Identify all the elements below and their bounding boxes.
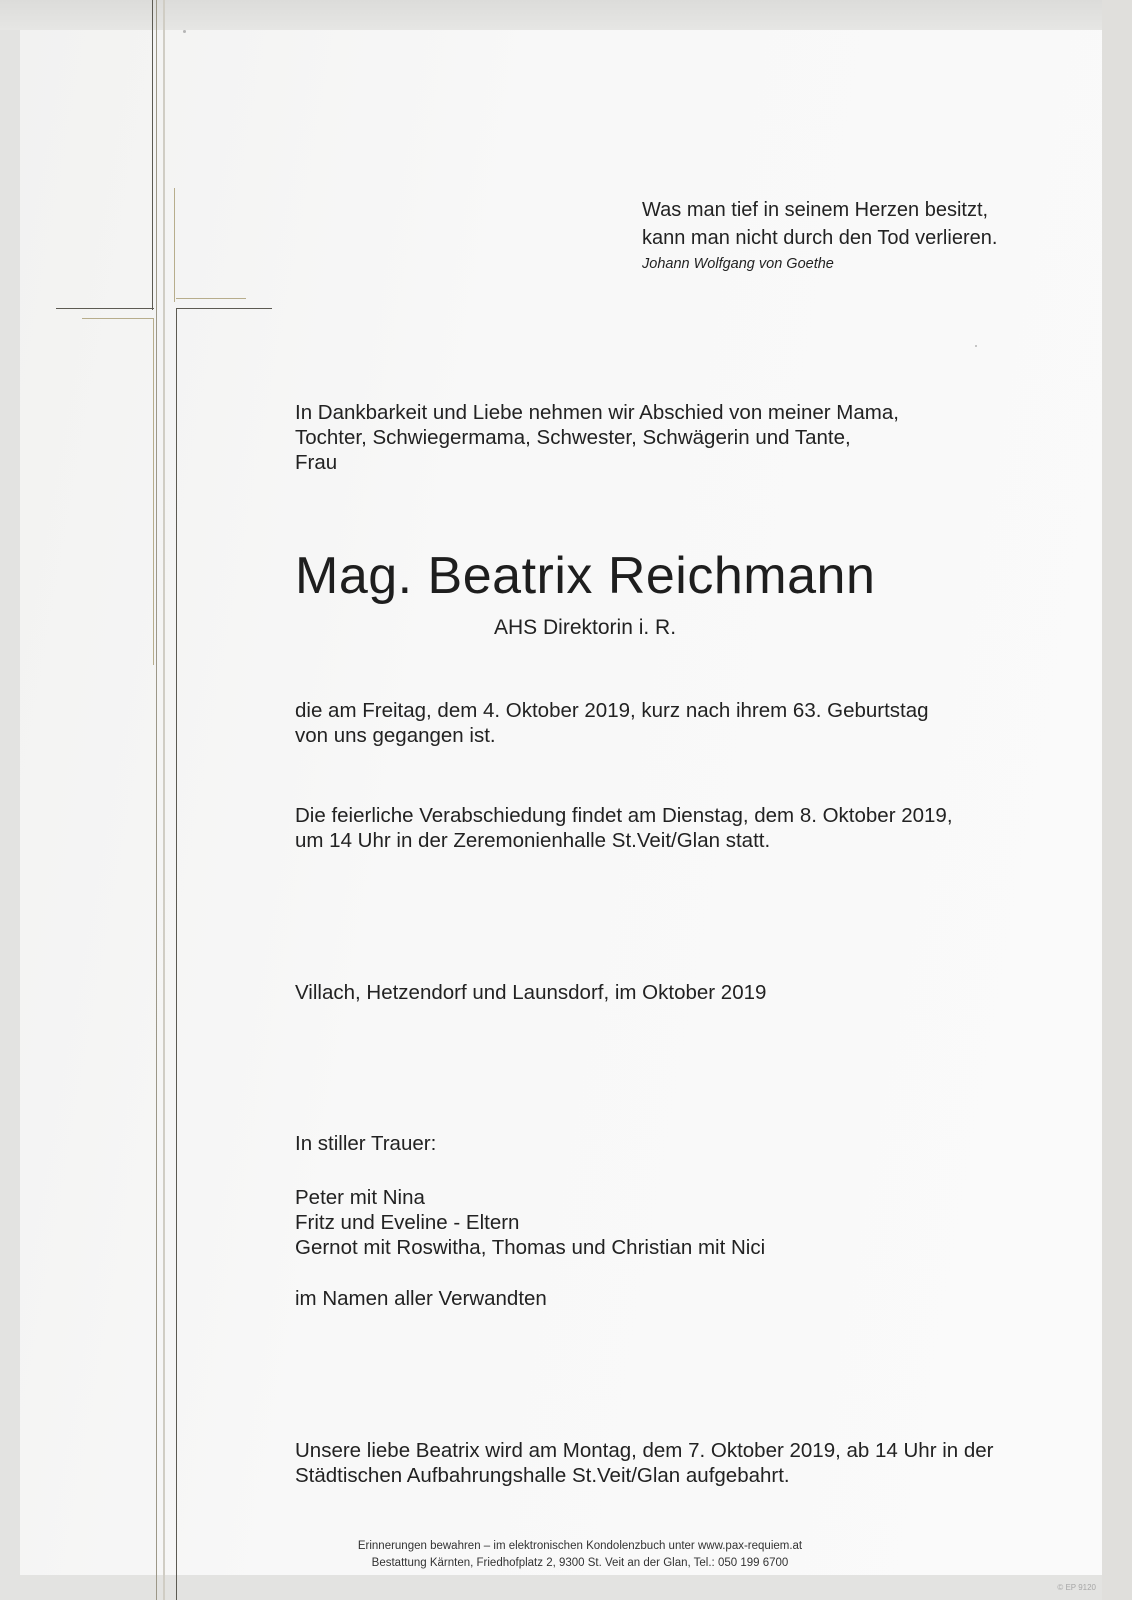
quote-line-2: kann man nicht durch den Tod verlieren.	[642, 227, 998, 249]
viewing-notice	[295, 1438, 994, 1488]
intro-line-1: In Dankbarkeit und Liebe nehmen wir Abschied von meiner Mama,	[295, 401, 899, 424]
ceremony-notice	[295, 803, 953, 853]
scan-speck	[183, 30, 186, 33]
footer-condolence-line: Erinnerungen bewahren – im elektronischen Kondolenzbuch unter www.pax-requiem.at	[357, 1540, 803, 1552]
viewing-line-1: Unsere liebe Beatrix wird am Montag, dem 7. Oktober 2019, ab 14 Uhr in der	[295, 1439, 994, 1462]
death-notice	[295, 698, 929, 748]
ceremony-line-1: Die feierliche Verabschiedung findet am Dienstag, dem 8. Oktober 2019,	[295, 804, 953, 827]
quote-line-1: Was man tief in seinem Herzen besitzt,	[642, 199, 989, 221]
mourner-1: Peter mit Nina	[295, 1186, 425, 1209]
mourning-heading: In stiller Trauer:	[295, 1132, 437, 1155]
relatives-line: im Namen aller Verwandten	[295, 1287, 547, 1310]
mourner-2: Fritz und Eveline - Eltern	[295, 1211, 520, 1234]
intro-line-3: Frau	[295, 451, 338, 474]
mourners-list	[295, 1185, 765, 1260]
death-line-1: die am Freitag, dem 4. Oktober 2019, kurz nach ihrem 63. Geburtstag	[295, 699, 929, 722]
scan-border-top	[0, 0, 1132, 30]
death-line-2: von uns gegangen ist.	[295, 724, 496, 747]
intro-line-2: Tochter, Schwiegermama, Schwester, Schwägerin und Tante,	[295, 426, 851, 449]
scan-speck	[975, 345, 977, 347]
deceased-name: Mag. Beatrix Reichmann	[295, 547, 876, 605]
footer-address-line: Bestattung Kärnten, Friedhofplatz 2, 9300 St. Veit an der Glan, Tel.: 050 199 6700	[371, 1557, 789, 1569]
goethe-quote	[642, 196, 997, 252]
mourner-3: Gernot mit Roswitha, Thomas und Christian mit Nici	[295, 1236, 766, 1259]
deceased-title: AHS Direktorin i. R.	[494, 616, 677, 639]
place-date: Villach, Hetzendorf und Launsdorf, im Oktober 2019	[295, 981, 767, 1004]
scan-border-right	[1102, 0, 1132, 1600]
print-code: © EP 9120	[1057, 1583, 1096, 1592]
quote-author: Johann Wolfgang von Goethe	[642, 256, 834, 272]
viewing-line-2: Städtischen Aufbahrungshalle St.Veit/Glan aufgebahrt.	[295, 1464, 790, 1487]
footer	[350, 1538, 810, 1572]
intro-paragraph	[295, 400, 899, 475]
ceremony-line-2: um 14 Uhr in der Zeremonienhalle St.Veit/Glan statt.	[295, 829, 771, 852]
